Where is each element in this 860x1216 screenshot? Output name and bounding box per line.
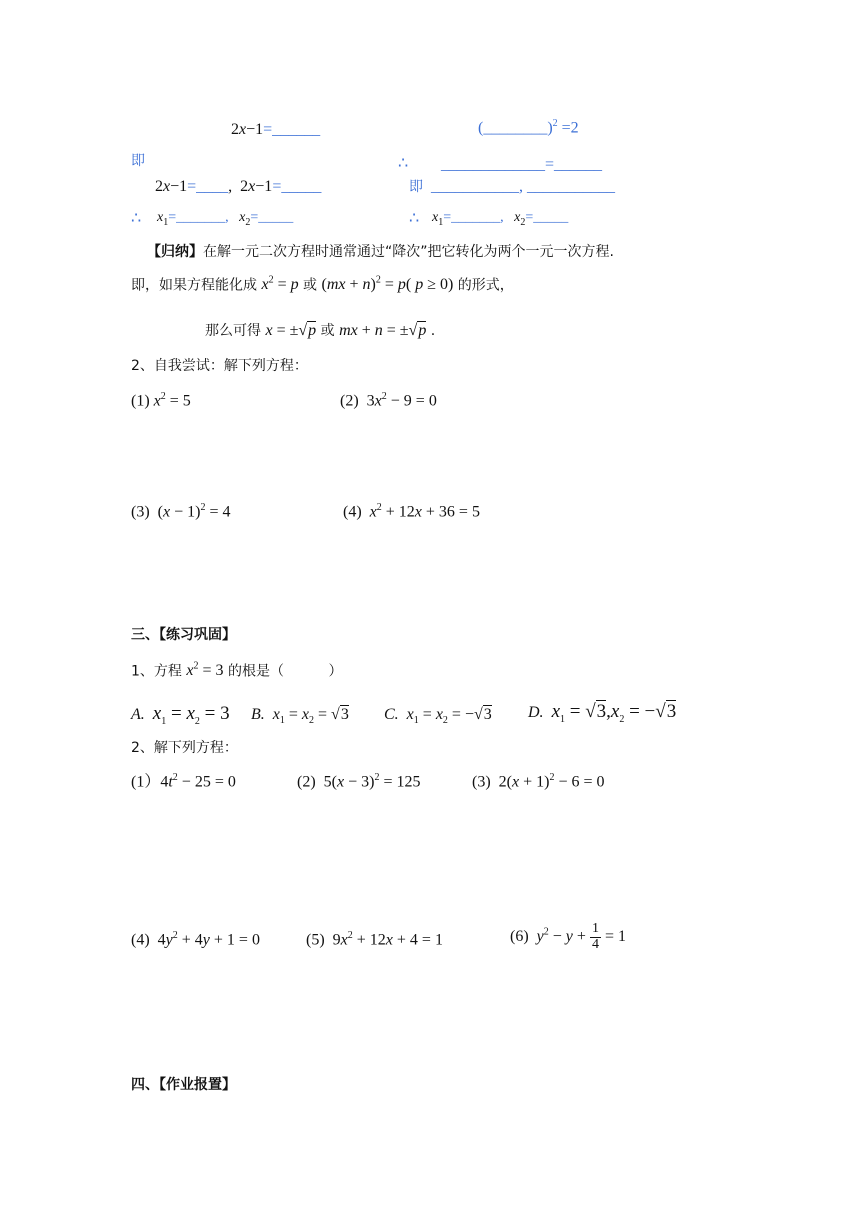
try-problem-4: (4) $x^2 + 12x + 36 = 5$ bbox=[343, 502, 480, 521]
summary-line-1 bbox=[147, 244, 614, 261]
therefore-symbol-left: ∴ bbox=[131, 208, 142, 227]
exercise-5: (5) $9x^2 + 12x + 4 = 1$ bbox=[306, 930, 443, 949]
section4-title: 四、【作业报置】 bbox=[131, 1077, 236, 1093]
try-problem-1: (1) $x^2 = 5$ bbox=[131, 391, 191, 410]
exercise-6: (6) $y^2 - y$ + $\frac{1}{4}$ = 1 bbox=[510, 921, 626, 952]
exercise-4: (4) $4y^2 + 4y + 1 = 0$ bbox=[131, 930, 260, 949]
exercise-1: $(1)4t^2 - 25 = 0$ bbox=[131, 772, 236, 791]
roots-blank-right: $x_1=\_\_\_\_\_\_\_$, $x_2=\_\_\_\_\_$ bbox=[432, 210, 569, 228]
blank-equation-right: _____________=______ bbox=[441, 156, 603, 173]
summary-line-3: 那么可得 x = ±√p 或 mx + n = ±√p . bbox=[205, 322, 436, 339]
option-a: A. $x_1 = x_2 = 3$ bbox=[131, 703, 230, 727]
option-c: C. $x_1 = x_2 = -√3$ bbox=[384, 706, 492, 727]
option-b: B. $x_1 = x_2 = √3$ bbox=[251, 706, 349, 727]
exercise-2: (2) $5(x - 3)^2 = 125$ bbox=[297, 772, 421, 791]
question-2: 2、解下列方程： bbox=[131, 740, 238, 756]
two-linear-equations-left: 2x−1=____, 2x−1=_____ bbox=[155, 178, 322, 195]
try-problem-3: (3) $(x - 1)^2 = 4$ bbox=[131, 502, 231, 521]
therefore-symbol-right: ∴ bbox=[398, 153, 409, 172]
therefore-symbol-right-2: ∴ bbox=[409, 208, 420, 227]
square-blank-equals-2: (________)$^2$ =2 bbox=[478, 118, 579, 137]
try-problem-2: (2) $3x^2 - 9 = 0$ bbox=[340, 391, 437, 410]
eq-2x-minus-1-blank: 2x−1=______ bbox=[231, 121, 321, 138]
roots-blank-left: $x_1=\_\_\_\_\_\_\_$, $x_2=\_\_\_\_\_$ bbox=[157, 210, 294, 228]
summary-head: 【归纳】 bbox=[147, 244, 203, 260]
exercise-3: (3) $2(x + 1)^2 - 6 = 0$ bbox=[472, 772, 605, 791]
question-1: 1、方程 $x^2 = 3$ 的根是（ ） bbox=[131, 661, 343, 680]
label-ji-left: 即 bbox=[131, 153, 145, 169]
summary-text-1: 在解一元二次方程时通常通过“降次”把它转化为两个一元一次方程. bbox=[203, 244, 614, 260]
try-title: 2、自我尝试：解下列方程： bbox=[131, 358, 308, 374]
section3-title: 三、【练习巩固】 bbox=[131, 627, 236, 643]
fraction-one-quarter: $\frac{1}{4}$ bbox=[591, 921, 599, 952]
summary-line-2: 即，如果方程能化成 $x^2 = p$ 或 (mx + n)$^2$ = p( p ≥ 0) 的形式， bbox=[131, 275, 514, 294]
option-d: D. $x_1 = √3,x_2 = -√3$ bbox=[528, 701, 677, 725]
two-linear-equations-right: 即 ___________, ___________ bbox=[409, 178, 615, 195]
